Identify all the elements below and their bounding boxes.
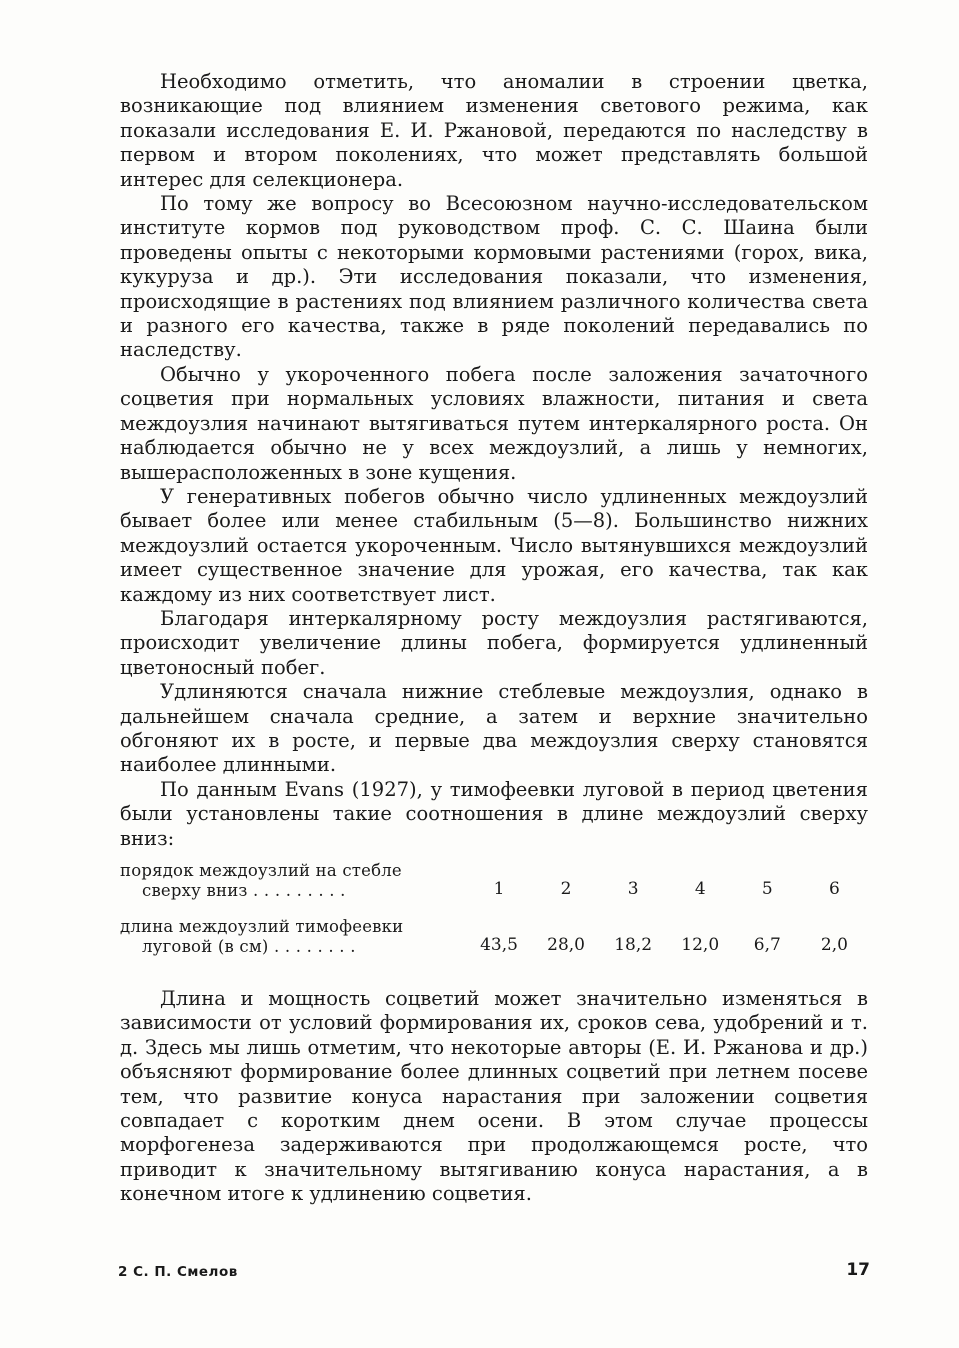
page-number: 17	[846, 1260, 870, 1280]
table-cell: 1	[493, 879, 505, 899]
page-footer	[118, 1258, 870, 1288]
table-cell: 18,2	[614, 935, 653, 955]
table-cell: 6	[829, 879, 840, 899]
printer-signature: 2 С. П. Смелов	[118, 1264, 238, 1280]
paragraph-heredity: Необходимо отметить, что аномалии в строении цветка, возникающие под влиянием изменения светового режима, как показали исследования Е. И. Ржановой, передаются по наследству в первом и втором поколениях, что может представлять большой интерес для селекционера.	[120, 70, 868, 191]
body-text	[120, 70, 868, 1207]
table-cell: 12,0	[681, 935, 720, 955]
table-cell: 3	[627, 879, 639, 899]
paragraph-inflorescence-length: Длина и мощность соцветий может значительно изменяться в зависимости от условий формирования их, сроков сева, удобрений и т. д. Здесь мы лишь отметим, что некоторые авторы (Е. И. Ржанова и др.) объясняют формирование более длинных соцветий при летнем посеве тем, что развитие конуса нарастания при заложении соцветия совпадает с коротким днем осени. В этом случае процессы морфогенеза задерживаются при продолжающемся росте, что приводит к значительному вытягиванию конуса нарастания, а в конечном итоге к удлинению соцветия.	[120, 987, 868, 1206]
table-spacer	[120, 905, 868, 917]
paragraph-generative-shoots: У генеративных побегов обычно число удлиненных междоузлий бывает более или менее стабильным (5—8). Большинство нижних междоузлий остается укороченным. Число вытянувшихся междоузлий имеет существенное значение для урожая, его качества, так как каждому из них соответствует лист.	[120, 484, 868, 606]
table-cell: 6,7	[753, 935, 781, 955]
table-row	[120, 917, 868, 961]
row-label-internode-order: порядок междоузлий на стебле сверху вниз . . . . . . . . .	[120, 861, 402, 900]
table-cell: 2,0	[820, 935, 848, 955]
table-cell: 28,0	[547, 935, 585, 955]
table-cell: 5	[761, 879, 773, 899]
table-cell: 4	[694, 879, 706, 899]
paragraph-institute-experiments: По тому же вопросу во Всесоюзном научно-исследовательском институте кормов под руководством проф. С. С. Шаина были проведены опыты с некоторыми кормовыми растениями (горох, вика, кукуруза и др.). Эти исследования показали, что изменения, происходящие в растениях под влиянием различного количества света и разного его качества, также в ряде поколений передавались по наследству.	[120, 192, 868, 362]
paragraph-lower-internodes: Удлиняются сначала нижние стеблевые междоузлия, однако в дальнейшем сначала средние, а затем и верхние значительно обгоняют их в росте, и первые два междоузлия сверху становятся наиболее длинными.	[120, 680, 868, 777]
table-row	[120, 861, 868, 905]
paragraph-evans-data: По данным Evans (1927), у тимофеевки луговой в период цветения были установлены такие соотношения в длине междоузлий сверху вниз:	[120, 777, 868, 850]
internode-length-table	[120, 861, 868, 961]
paragraph-intercalary-growth: Обычно у укороченного побега после заложения зачаточного соцветия при нормальных условиях влажности, питания и света междоузлия начинают вытягиваться путем интеркалярного роста. Он наблюдается обычно не у всех междоузлий, а лишь у немногих, вышерасположенных в зоне кущения.	[120, 362, 868, 484]
row-label-internode-length: длина междоузлий тимофеевки луговой (в см) . . . . . . . .	[120, 917, 404, 956]
table-cell: 43,5	[480, 935, 518, 955]
paragraph-internode-stretching: Благодаря интеркалярному росту междоузлия растягиваются, происходит увеличение длины побега, формируется удлиненный цветоносный побег.	[120, 606, 868, 679]
table-cell: 2	[560, 879, 572, 899]
